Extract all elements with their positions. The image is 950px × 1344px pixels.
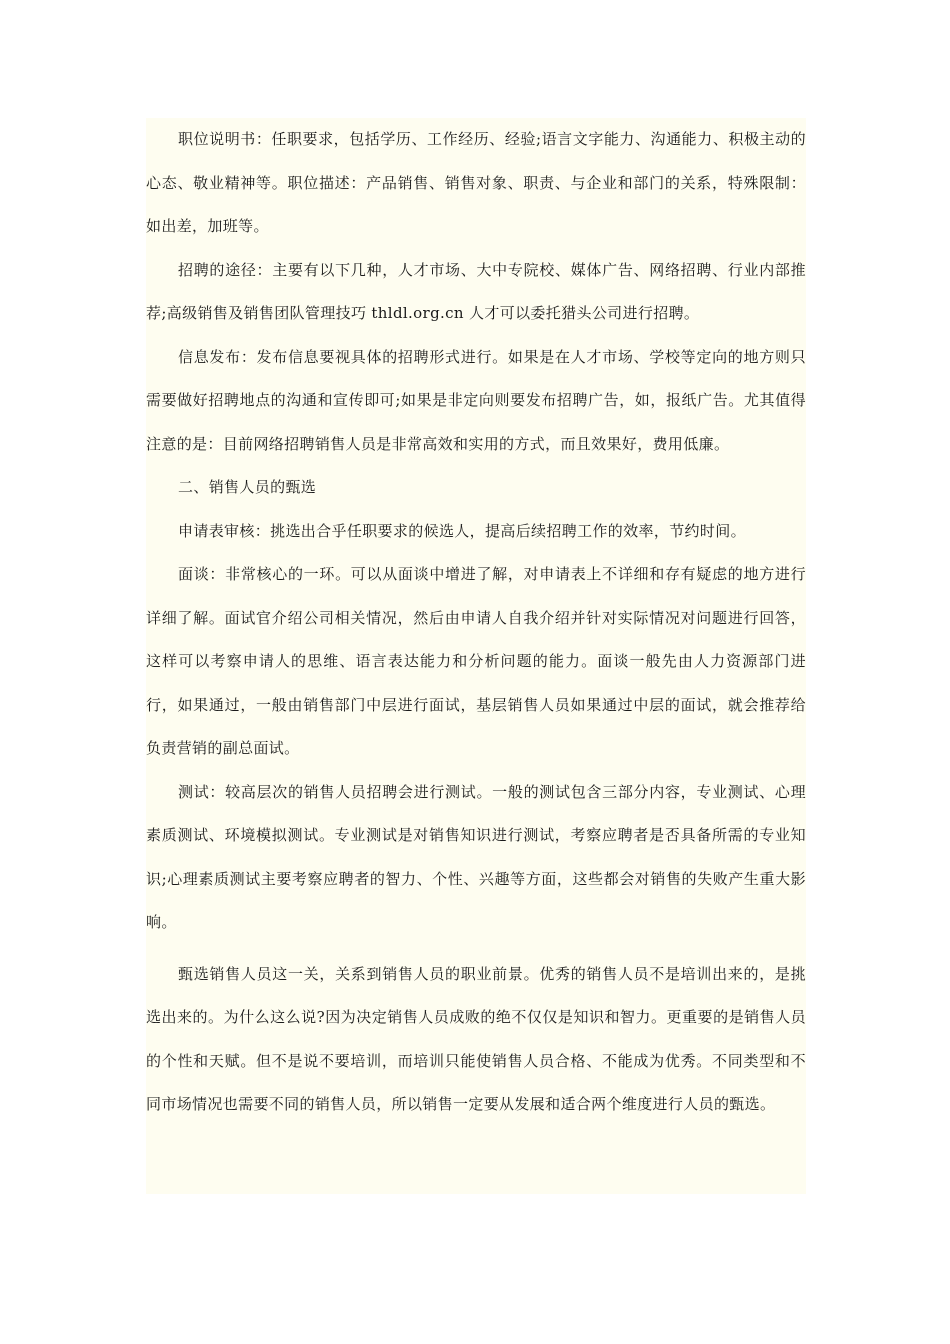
document-body xyxy=(146,118,806,1194)
paragraph-recruitment-channels: 招聘的途径：主要有以下几种，人才市场、大中专院校、媒体广告、网络招聘、行业内部推荐;高级销售及销售团队管理技巧 thldl.org.cn 人才可以委托猎头公司进行招聘。 xyxy=(146,260,806,322)
paragraph-job-description: 职位说明书：任职要求，包括学历、工作经历、经验;语言文字能力、沟通能力、积极主动的心态、敬业精神等。职位描述：产品销售、销售对象、职责、与企业和部门的关系，特殊限制：如出差，加班等。 xyxy=(146,130,806,235)
paragraph-selection-summary: 甄选销售人员这一关，关系到销售人员的职业前景。优秀的销售人员不是培训出来的，是挑选出来的。为什么这么说?因为决定销售人员成败的绝不仅仅是知识和智力。更重要的是销售人员的个性和天赋。但不是说不要培训，而培训只能使销售人员合格、不能成为优秀。不同类型和不同市场情况也需要不同的销售人员，所以销售一定要从发展和适合两个维度进行人员的甄选。 xyxy=(146,964,806,1113)
paragraph-testing: 测试：较高层次的销售人员招聘会进行测试。一般的测试包含三部分内容，专业测试、心理素质测试、环境模拟测试。专业测试是对销售知识进行测试，考察应聘者是否具备所需的专业知识;心理素质测试主要考察应聘者的智力、个性、兴趣等方面，这些都会对销售的失败产生重大影响。 xyxy=(146,782,806,931)
paragraph-interview: 面谈：非常核心的一环。可以从面谈中增进了解，对申请表上不详细和存有疑虑的地方进行详细了解。面试官介绍公司相关情况，然后由申请人自我介绍并针对实际情况对问题进行回答，这样可以考察申请人的思维、语言表达能力和分析问题的能力。面谈一般先由人力资源部门进行，如果通过，一般由销售部门中层进行面试，基层销售人员如果通过中层的面试，就会推荐给负责营销的副总面试。 xyxy=(146,565,806,757)
section-heading-selection: 二、销售人员的甄选 xyxy=(178,478,317,496)
paragraph-application-review: 申请表审核：挑选出合乎任职要求的候选人，提高后续招聘工作的效率，节约时间。 xyxy=(178,521,746,540)
paragraph-information-release: 信息发布：发布信息要视具体的招聘形式进行。如果是在人才市场、学校等定向的地方则只需要做好招聘地点的沟通和宣传即可;如果是非定向则要发布招聘广告，如，报纸广告。尤其值得注意的是：目前网络招聘销售人员是非常高效和实用的方式，而且效果好，费用低廉。 xyxy=(146,347,806,453)
